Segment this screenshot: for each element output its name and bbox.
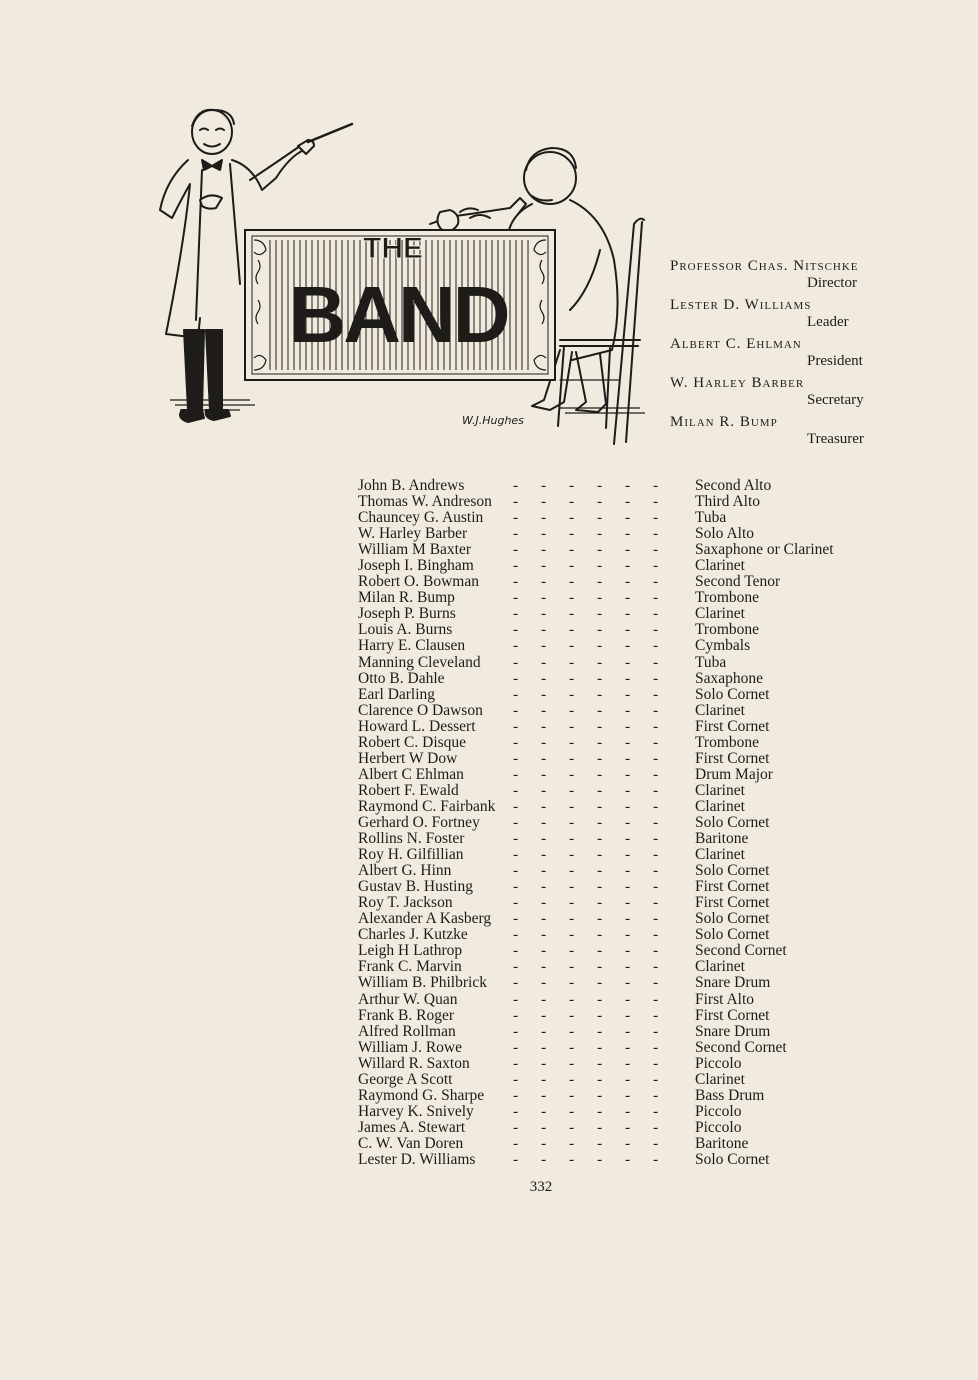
artist-signature: W.J.Hughes <box>462 414 524 427</box>
member-name: William J. Rowe <box>358 1038 462 1056</box>
member-name: George A Scott <box>358 1070 453 1088</box>
member-row: Roy T. Jackson - - - - - - First Cornet <box>358 894 770 912</box>
member-name: Albert C Ehlman <box>358 765 464 783</box>
band-sign <box>245 230 555 380</box>
officer-name: Lester D. Williams <box>670 297 812 313</box>
member-row: William J. Rowe - - - - - - Second Cornet <box>358 1038 787 1056</box>
member-instrument: First Cornet <box>695 894 770 912</box>
member-row: Frank C. Marvin - - - - - - Clarinet <box>358 958 745 976</box>
member-name: Raymond C. Fairbank <box>358 797 496 815</box>
member-row: William B. Philbrick - - - - - - Snare Drum <box>358 974 771 992</box>
member-name: Charles J. Kutzke <box>358 926 468 944</box>
band-illustration <box>140 100 660 445</box>
member-instrument: Clarinet <box>695 781 745 799</box>
officer-entry <box>670 414 960 448</box>
member-name: Louis A. Burns <box>358 621 453 639</box>
officer-entry <box>670 375 960 409</box>
member-name: Albert G. Hinn <box>358 862 452 880</box>
member-name: Alexander A Kasberg <box>358 910 492 928</box>
member-instrument: Third Alto <box>695 493 761 511</box>
member-name: William M Baxter <box>358 541 472 559</box>
member-name: Frank C. Marvin <box>358 958 462 976</box>
member-name: Manning Cleveland <box>358 653 481 671</box>
member-name: C. W. Van Doren <box>358 1134 464 1152</box>
member-row: C. W. Van Doren - - - - - - Baritone <box>358 1134 749 1152</box>
member-instrument: Bass Drum <box>695 1086 765 1104</box>
member-name: Herbert W Dow <box>358 749 458 767</box>
member-instrument: Solo Cornet <box>695 910 770 928</box>
member-row: Joseph P. Burns - - - - - - Clarinet <box>358 605 745 623</box>
member-name: Rollins N. Foster <box>358 830 465 848</box>
member-instrument: Saxaphone <box>695 669 764 687</box>
member-row: Rollins N. Foster - - - - - - Baritone <box>358 830 749 848</box>
member-instrument: Clarinet <box>695 958 745 976</box>
member-row: Roy H. Gilfillian - - - - - - Clarinet <box>358 846 745 864</box>
officer-name: W. Harley Barber <box>670 375 805 391</box>
member-row: Milan R. Bump - - - - - - Trombone <box>358 589 760 607</box>
member-instrument: Solo Cornet <box>695 1150 770 1168</box>
member-name: Milan R. Bump <box>358 589 455 607</box>
member-instrument: Clarinet <box>695 557 745 575</box>
member-instrument: Tuba <box>695 509 727 527</box>
member-row: Frank B. Roger - - - - - - First Cornet <box>358 1006 770 1024</box>
officer-title: Treasurer <box>807 431 864 447</box>
officer-title: Leader <box>807 314 849 330</box>
member-instrument: Baritone <box>695 830 749 848</box>
member-name: Chauncey G. Austin <box>358 509 484 527</box>
member-row: Chauncey G. Austin - - - - - - Tuba <box>358 509 727 527</box>
officer-entry <box>670 258 960 292</box>
member-row: Robert O. Bowman - - - - - - Second Tenor <box>358 573 781 591</box>
member-name: James A. Stewart <box>358 1118 466 1136</box>
member-instrument: Tuba <box>695 653 727 671</box>
member-name: Frank B. Roger <box>358 1006 455 1024</box>
member-name: Arthur W. Quan <box>358 990 458 1008</box>
member-name: Roy H. Gilfillian <box>358 846 464 864</box>
member-instrument: Clarinet <box>695 846 745 864</box>
member-name: William B. Philbrick <box>358 974 487 992</box>
member-row: Herbert W Dow - - - - - - First Cornet <box>358 749 770 767</box>
member-instrument: Solo Cornet <box>695 813 770 831</box>
member-instrument: Solo Alto <box>695 525 755 543</box>
member-name: John B. Andrews <box>358 477 465 494</box>
member-name: Roy T. Jackson <box>358 894 453 912</box>
member-row: Gustav B. Husting - - - - - - First Cornet <box>358 878 770 896</box>
member-instrument: Second Cornet <box>695 942 787 960</box>
member-instrument: Trombone <box>695 621 760 639</box>
member-name: Harvey K. Snively <box>358 1102 474 1120</box>
member-row: Robert C. Disque - - - - - - Trombone <box>358 733 760 751</box>
member-instrument: Piccolo <box>695 1118 742 1136</box>
member-instrument: Trombone <box>695 589 760 607</box>
member-name: Lester D. Williams <box>358 1150 476 1168</box>
member-instrument: Piccolo <box>695 1054 742 1072</box>
member-name: Clarence O Dawson <box>358 701 483 719</box>
member-row: Howard L. Dessert - - - - - - First Cornet <box>358 717 770 735</box>
member-row: Gerhard O. Fortney - - - - - - Solo Cornet <box>358 813 770 831</box>
member-roster <box>358 478 878 1168</box>
member-row: Raymond C. Fairbank - - - - - - Clarinet <box>358 797 745 815</box>
member-instrument: Snare Drum <box>695 974 771 992</box>
member-row: Alexander A Kasberg - - - - - - Solo Cornet <box>358 910 770 928</box>
member-row: Harry E. Clausen - - - - - - Cymbals <box>358 637 751 655</box>
member-row: Albert G. Hinn - - - - - - Solo Cornet <box>358 862 770 880</box>
member-name: Joseph I. Bingham <box>358 557 474 575</box>
member-name: Otto B. Dahle <box>358 669 445 687</box>
officer-name: Albert C. Ehlman <box>670 336 802 352</box>
member-name: Raymond G. Sharpe <box>358 1086 485 1104</box>
member-instrument: Solo Cornet <box>695 926 770 944</box>
member-instrument: Trombone <box>695 733 760 751</box>
officer-name: Professor Chas. Nitschke <box>670 258 859 274</box>
member-instrument: First Cornet <box>695 749 770 767</box>
member-row: James A. Stewart - - - - - - Piccolo <box>358 1118 742 1136</box>
member-row: George A Scott - - - - - - Clarinet <box>358 1070 745 1088</box>
member-name: Gustav B. Husting <box>358 878 473 896</box>
member-row: Otto B. Dahle - - - - - - Saxaphone <box>358 669 764 687</box>
member-row: W. Harley Barber - - - - - - Solo Alto <box>358 525 755 543</box>
sign-text-the: THE <box>363 232 423 265</box>
member-row: John B. Andrews - - - - - - Second Alto <box>358 477 772 494</box>
member-instrument: First Cornet <box>695 717 770 735</box>
member-name: Leigh H Lathrop <box>358 942 463 960</box>
member-name: Earl Darling <box>358 685 436 703</box>
member-row: Raymond G. Sharpe - - - - - - Bass Drum <box>358 1086 765 1104</box>
member-instrument: Solo Cornet <box>695 862 770 880</box>
member-row: Leigh H Lathrop - - - - - - Second Cornet <box>358 942 787 960</box>
member-row: Clarence O Dawson - - - - - - Clarinet <box>358 701 745 719</box>
member-instrument: Baritone <box>695 1134 749 1152</box>
member-instrument: Piccolo <box>695 1102 742 1120</box>
member-instrument: First Cornet <box>695 878 770 896</box>
officer-title: President <box>807 353 863 369</box>
member-row: Charles J. Kutzke - - - - - - Solo Cornet <box>358 926 770 944</box>
member-row: Louis A. Burns - - - - - - Trombone <box>358 621 760 639</box>
member-instrument: First Alto <box>695 990 755 1008</box>
member-row: Lester D. Williams - - - - - - Solo Cornet <box>358 1150 770 1168</box>
member-instrument: Second Tenor <box>695 573 781 591</box>
member-instrument: Drum Major <box>695 765 773 783</box>
member-name: Robert F. Ewald <box>358 781 459 799</box>
member-instrument: Snare Drum <box>695 1022 771 1040</box>
member-name: Alfred Rollman <box>358 1022 456 1040</box>
member-row: Harvey K. Snively - - - - - - Piccolo <box>358 1102 742 1120</box>
member-instrument: Clarinet <box>695 797 745 815</box>
officer-entry <box>670 297 960 331</box>
page-number: 332 <box>529 1179 553 1195</box>
member-name: Joseph P. Burns <box>358 605 456 623</box>
officer-name: Milan R. Bump <box>670 414 778 430</box>
member-row: Earl Darling - - - - - - Solo Cornet <box>358 685 770 703</box>
member-instrument: Cymbals <box>695 637 751 655</box>
member-name: Willard R. Saxton <box>358 1054 470 1072</box>
member-instrument: Second Alto <box>695 477 772 494</box>
member-row: Thomas W. Andreson - - - - - - Third Alto <box>358 493 761 511</box>
officer-entry <box>670 336 960 370</box>
officer-title: Secretary <box>807 392 864 408</box>
member-instrument: Clarinet <box>695 1070 745 1088</box>
member-row: Albert C Ehlman - - - - - - Drum Major <box>358 765 773 783</box>
member-row: Robert F. Ewald - - - - - - Clarinet <box>358 781 745 799</box>
member-name: Thomas W. Andreson <box>358 493 492 511</box>
officers-list <box>670 258 960 453</box>
member-instrument: First Cornet <box>695 1006 770 1024</box>
member-name: Harry E. Clausen <box>358 637 466 655</box>
member-name: Howard L. Dessert <box>358 717 476 735</box>
member-name: Gerhard O. Fortney <box>358 813 480 831</box>
member-row: Joseph I. Bingham - - - - - - Clarinet <box>358 557 745 575</box>
member-row: Alfred Rollman - - - - - - Snare Drum <box>358 1022 771 1040</box>
member-instrument: Clarinet <box>695 605 745 623</box>
member-instrument: Saxaphone or Clarinet <box>695 541 834 559</box>
member-instrument: Second Cornet <box>695 1038 787 1056</box>
member-row: Manning Cleveland - - - - - - Tuba <box>358 653 727 671</box>
member-instrument: Solo Cornet <box>695 685 770 703</box>
member-row: Arthur W. Quan - - - - - - First Alto <box>358 990 755 1008</box>
member-name: Robert O. Bowman <box>358 573 479 591</box>
member-row: William M Baxter - - - - - - Saxaphone or Clarinet <box>358 541 834 559</box>
officer-title: Director <box>807 275 857 291</box>
member-row: Willard R. Saxton - - - - - - Piccolo <box>358 1054 742 1072</box>
member-name: Robert C. Disque <box>358 733 467 751</box>
member-instrument: Clarinet <box>695 701 745 719</box>
member-name: W. Harley Barber <box>358 525 468 543</box>
sign-text-band: BAND <box>288 270 508 359</box>
